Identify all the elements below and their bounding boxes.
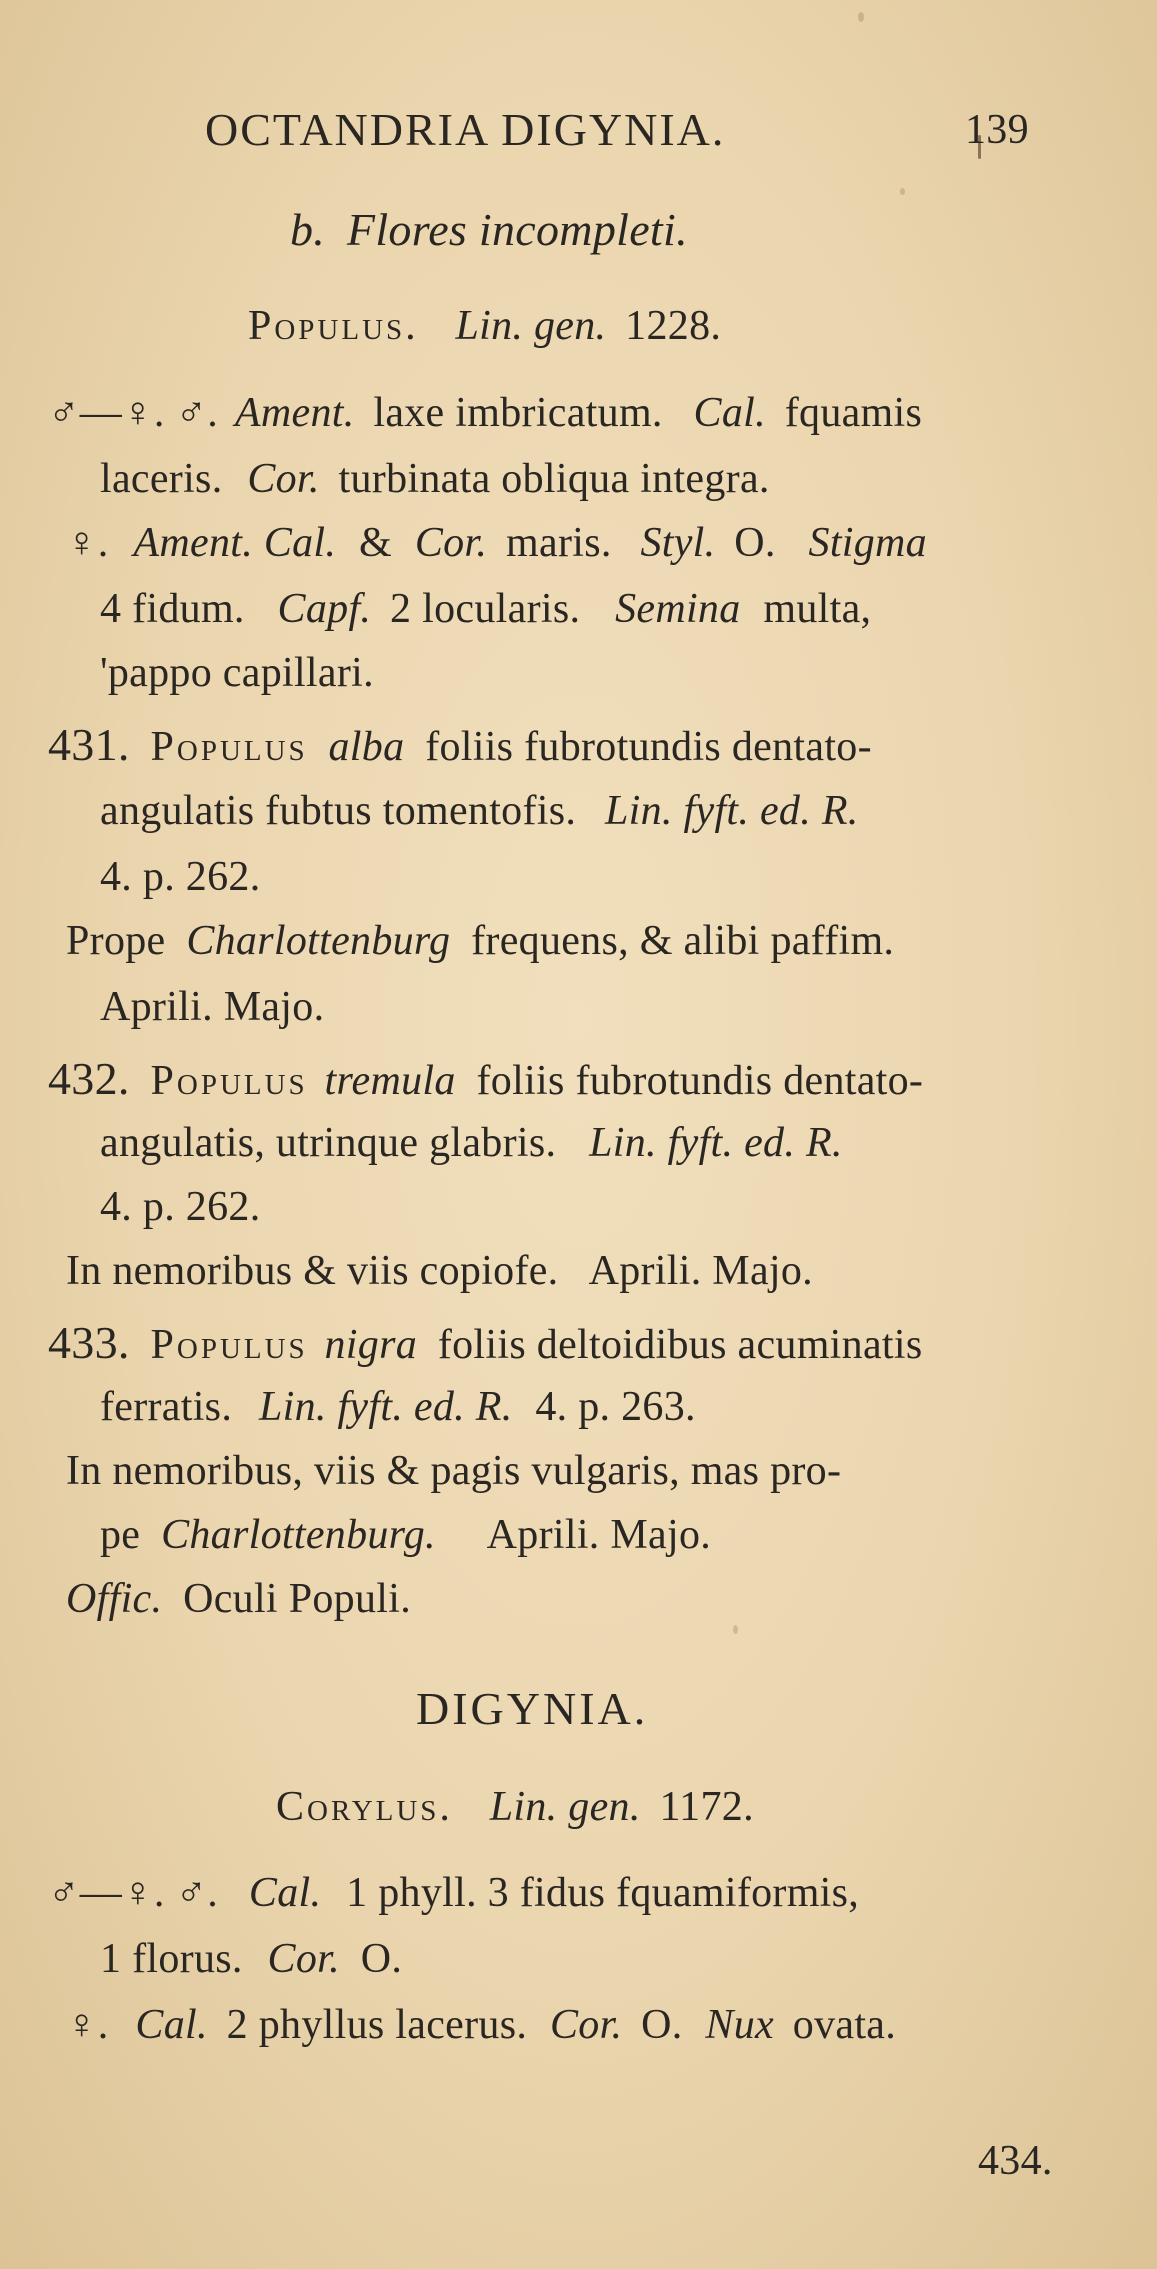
genus-populus-heading [248,305,721,347]
sex-symbol: ♀. [66,520,109,566]
term: Ament. Cal. [133,520,337,566]
sex-symbols: ♂—♀. ♂. [48,390,219,436]
catchword: 434. [978,2138,1053,2184]
text: angulatis, utrinque glabris. [100,1120,557,1166]
species-431-line-3: 4. p. 262. [100,854,261,900]
populus-female-line-3: 'pappo capillari. [100,650,374,696]
text: O. [734,520,776,566]
text: Aprili. Majo. [486,1512,712,1558]
species-epithet: nigra [324,1322,418,1368]
text: ferratis. [100,1384,233,1430]
populus-male-line-1 [48,392,922,434]
species-433-line-3: In nemoribus, viis & pagis vulgaris, mas pro- [66,1448,842,1494]
term: Ament. [234,390,355,436]
text: O. [641,2002,683,2048]
text: 2 locularis. [390,586,581,632]
term: Cal. [693,390,766,436]
species-number: 433. [48,1317,130,1368]
text: fquamis [784,390,923,436]
term: Stigma [808,520,927,566]
running-title: OCTANDRIA DIGYNIA. [205,104,726,155]
genus-name: Corylus. [276,1784,453,1830]
text: laxe imbricatum. [373,390,663,436]
text: foliis deltoidibus acuminatis [437,1322,923,1368]
genus-ref-number: 1172. [659,1784,754,1830]
term: Offic. [66,1576,163,1622]
species-432-line-1 [48,1053,924,1104]
species-genus: Populus [150,1322,308,1368]
text: laceris. [100,456,223,502]
section-prefix: b. [290,204,326,255]
species-genus: Populus [150,724,308,770]
paper-spot [900,188,905,195]
species-433-line-1 [48,1317,923,1368]
text: O. [360,1936,403,1982]
populus-female-line-2 [100,588,871,630]
species-431-line-1 [48,719,872,770]
species-432-line-2 [100,1122,843,1164]
text: 1 florus. [100,1936,243,1982]
citation: Lin. fyft. ed. R. [258,1384,513,1430]
text: foliis fubrotundis dentato- [425,724,872,770]
page-number: 139 [965,107,1029,153]
text: Oculi Populi. [183,1576,412,1622]
species-433-line-4 [100,1514,711,1556]
genus-ref-label: Lin. gen. [455,303,607,349]
text: 2 phyllus lacerus. [226,2002,528,2048]
text: ovata. [792,2002,897,2048]
text: angulatis fubtus tomentofis. [100,788,577,834]
term: Cor. [247,456,320,502]
corylus-female-line-1 [66,2004,896,2046]
term: Capf. [277,586,372,632]
genus-ref-number: 1228. [625,303,722,349]
corylus-male-line-1 [48,1872,859,1914]
species-epithet: tremula [324,1058,456,1104]
text: Prope [66,918,166,964]
text: frequens, & alibi paffim. [471,918,895,964]
populus-female-line-1 [66,522,927,564]
species-431-line-5: Aprili. Majo. [100,984,325,1030]
text: 1 phyll. 3 fidus fquamiformis, [346,1870,860,1916]
section-digynia-heading: DIGYNIA. [416,1683,649,1734]
species-431-line-2 [100,790,859,832]
species-genus: Populus [150,1058,308,1104]
genus-corylus-heading [276,1786,754,1828]
term: Semina [615,586,741,632]
text: turbinata obliqua integra. [338,456,770,502]
locality: Charlottenburg [186,918,451,964]
text: 4. p. 263. [535,1384,696,1430]
species-number: 431. [48,719,130,770]
species-432-line-4: In nemoribus & viis copiofe. Aprili. Majo. [66,1248,813,1294]
species-431-line-4 [66,920,894,962]
term: Styl. [640,520,716,566]
sex-symbol: ♀. [66,2002,109,2048]
text: foliis fubrotundis dentato- [476,1058,924,1104]
term: Cor. [414,520,488,566]
genus-ref-label: Lin. gen. [489,1784,641,1830]
term: Cor. [267,1936,340,1982]
term: Cor. [549,2002,623,2048]
paper-spot [733,1625,738,1634]
term: Cal. [248,1870,322,1916]
text: & [359,520,392,566]
locality: Charlottenburg. [161,1512,436,1558]
section-title: Flores incompleti. [346,204,688,255]
species-432-line-3: 4. p. 262. [100,1184,261,1230]
citation: Lin. fyft. ed. R. [605,788,859,834]
corylus-male-line-2 [100,1938,402,1980]
species-number: 432. [48,1053,130,1104]
sex-symbols: ♂—♀. ♂. [48,1870,219,1916]
term: Nux [705,2002,774,2048]
section-heading [290,204,688,255]
paper-spot [858,12,864,22]
species-epithet: alba [328,724,405,770]
text: multa, [763,586,872,632]
text: maris. [506,520,612,566]
genus-name: Populus. [248,303,419,349]
text: pe [100,1512,141,1558]
text: 4 fidum. [100,586,245,632]
citation: Lin. fyft. ed. R. [589,1120,843,1166]
species-433-line-2 [100,1386,696,1428]
populus-male-line-2 [100,458,770,500]
term: Cal. [135,2002,208,2048]
species-433-line-5 [66,1578,411,1620]
